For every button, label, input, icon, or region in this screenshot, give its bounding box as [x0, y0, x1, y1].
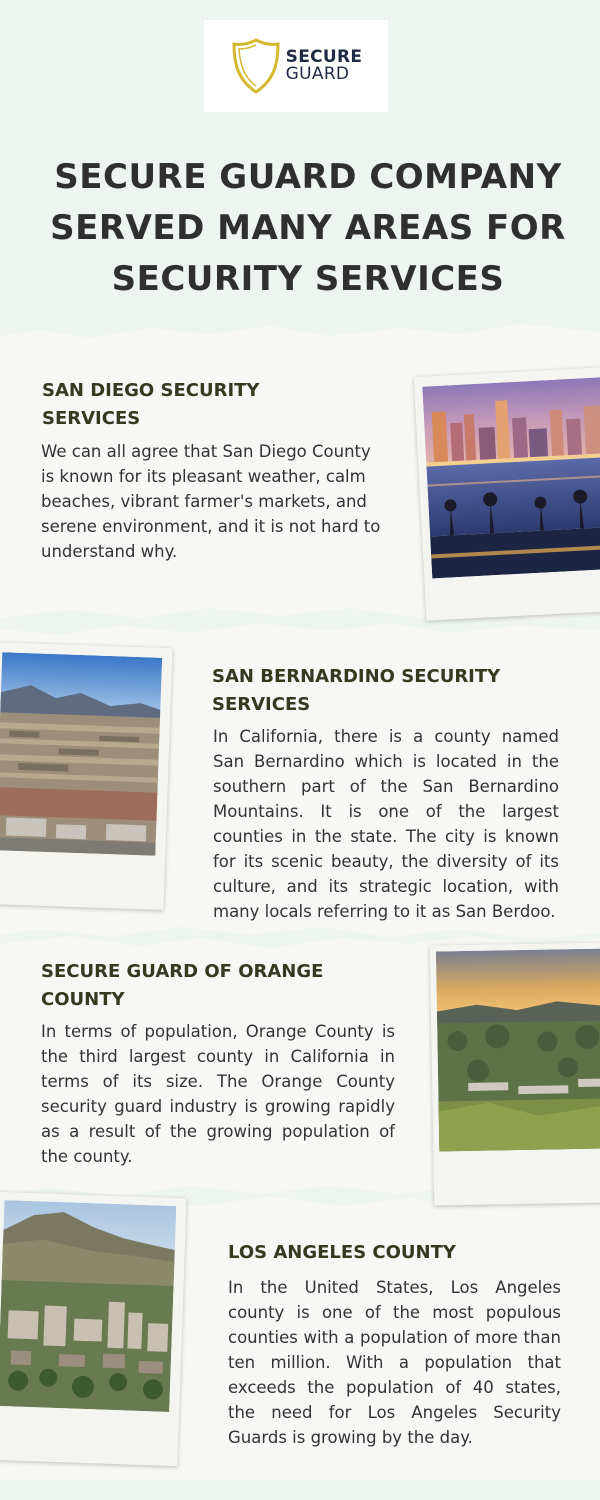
- section-title-san-diego: SAN DIEGO SECURITY SERVICES: [42, 380, 260, 429]
- section-body-san-diego: We can all agree that San Diego County is known for its pleasant weather, calm beaches, vibrant farmer's markets, and serene environment, and it is not hard to understand why.: [41, 442, 381, 561]
- los-angeles-city-image: [0, 1200, 176, 1412]
- shield-icon: [230, 36, 282, 96]
- section-body-san-bernardino: In California, there is a county named San Bernardino which is located in the southern part of the San Bernardino Mountains. It is one of the largest counties in the state. The city is known for its scenic beauty, the diversity of its culture, and its strategic location, with many locals referring to it as San Berdoo.: [213, 727, 559, 921]
- orange-county-hills-image: [436, 948, 600, 1151]
- photo-los-angeles: [0, 1192, 187, 1467]
- page-title: SECURE GUARD COMPANY SERVED MANY AREAS FOR SECURITY SERVICES: [50, 157, 566, 299]
- photo-san-bernardino: [0, 642, 173, 910]
- section-body-los-angeles: In the United States, Los Angeles county is one of the most populous counties with a population of more than ten million. With a population that exceeds the population of 40 states, the need for Los Angeles Security Guards is growing by the day.: [228, 1278, 561, 1447]
- section-title-los-angeles: LOS ANGELES COUNTY: [228, 1242, 456, 1263]
- san-diego-skyline-image: [422, 377, 600, 578]
- section-title-orange-county: SECURE GUARD OF ORANGE COUNTY: [41, 961, 324, 1010]
- photo-orange-county: [430, 942, 600, 1205]
- logo-line1: SECURE: [285, 47, 363, 67]
- san-bernardino-aerial-image: [0, 652, 162, 855]
- logo: [204, 20, 388, 112]
- logo-line2: GUARD: [285, 64, 350, 84]
- section-title-san-bernardino: SAN BERNARDINO SECURITY SERVICES: [212, 666, 501, 715]
- section-body-orange-county: In terms of population, Orange County is the third largest county in California in terms of its size. The Orange County security guard industry is growing rapidly as a result of the growing population of the county.: [41, 1022, 395, 1166]
- photo-san-diego: [414, 367, 600, 621]
